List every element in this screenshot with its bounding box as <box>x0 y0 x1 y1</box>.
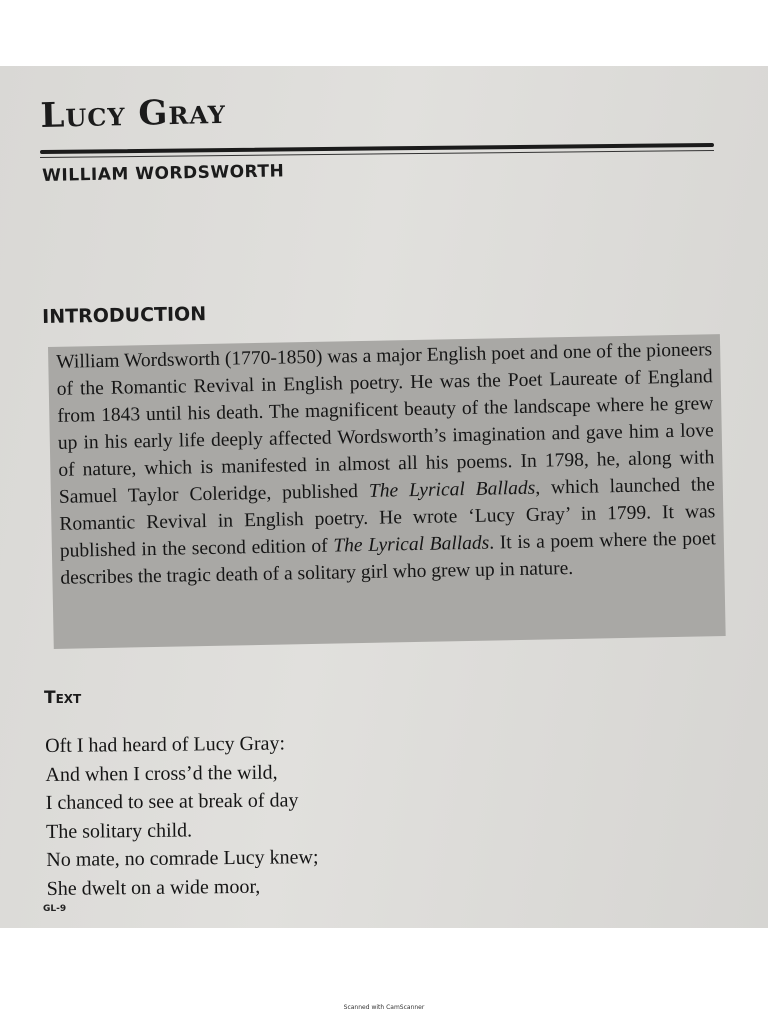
intro-book-title: The Lyrical Ballads <box>368 477 536 502</box>
poem-lines <box>45 729 319 903</box>
poem-line: The solitary child. <box>45 818 193 843</box>
scanner-watermark: Scanned with CamScanner <box>343 1004 425 1011</box>
poem-line: No mate, no comrade Lucy knew; <box>46 846 319 871</box>
page-number: GL-9 <box>43 904 67 914</box>
author-name: WILLIAM WORDSWORTH <box>42 161 285 186</box>
poem-line: She dwelt on a wide moor, <box>46 875 261 900</box>
introduction-box <box>48 334 726 649</box>
intro-text-segment: William Wordsworth (1770-1850) was a major English poet and one of the pioneers of the Romantic Revival in English poetry. He was the Poet Laureate of England from 1843 until his death. The magnificent beauty of the landscape where he grew up in his early life deeply affected Wordsworth’s imagination and gave him a love of nature, which is manifested in almost all his poems. In 1798, he, along with Samuel Taylor Coleridge, published <box>56 339 715 508</box>
intro-text-segment: . It is a poem where the poet describes the tragic death of a solitary girl who grew up in nature. <box>60 528 717 589</box>
intro-text-segment: , which launched the Romantic Revival in English poetry. He wrote ‘Lucy Gray’ in 1799. It was published in the second edition of <box>59 474 716 562</box>
title-rule-thick <box>40 143 714 154</box>
poem-line: Oft I had heard of Lucy Gray: <box>45 732 286 757</box>
poem-line: And when I cross’d the wild, <box>45 761 278 786</box>
introduction-heading: INTRODUCTION <box>42 303 207 328</box>
poem-line: I chanced to see at break of day <box>45 789 299 814</box>
intro-book-title: The Lyrical Ballads <box>333 532 490 557</box>
text-heading: Text <box>44 688 82 708</box>
book-page <box>0 66 768 928</box>
introduction-text <box>56 336 717 592</box>
poem-title: Lucy Gray <box>40 91 227 136</box>
